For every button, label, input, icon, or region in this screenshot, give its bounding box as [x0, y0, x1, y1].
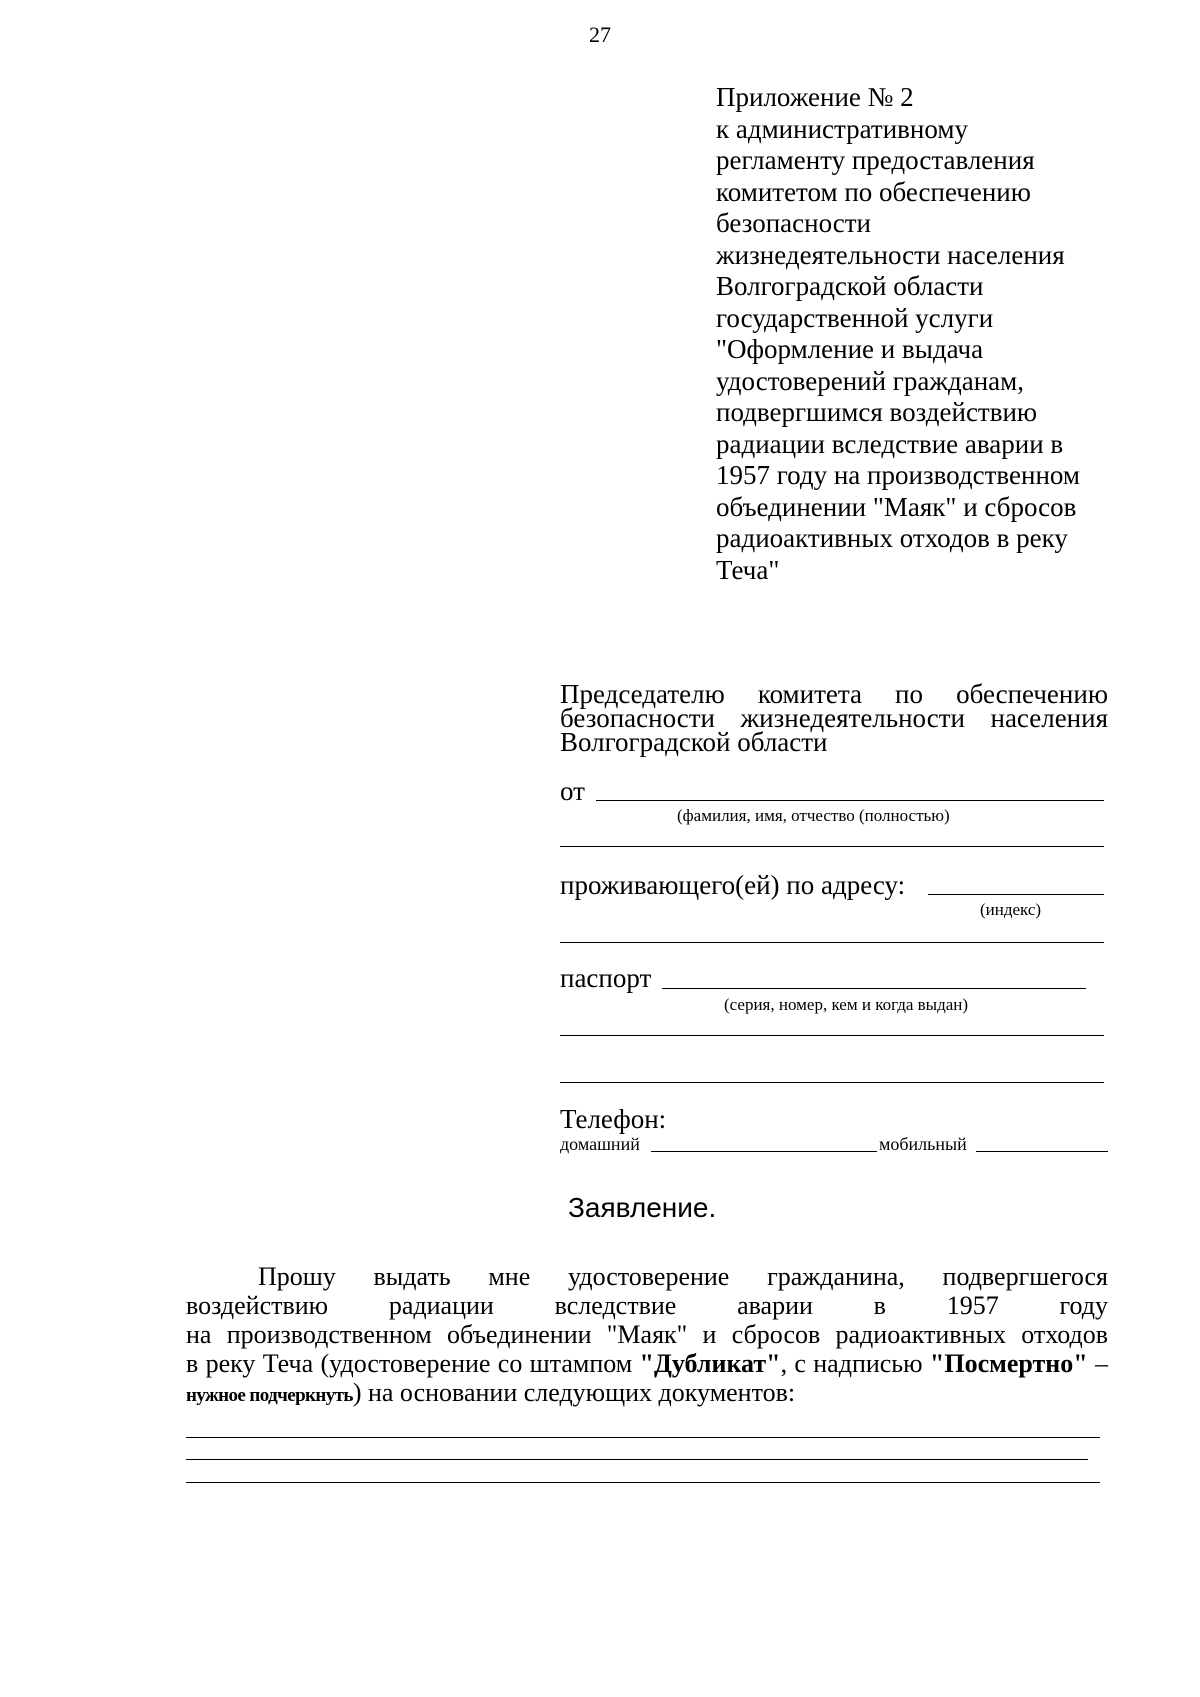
appendix-line: государственной услуги: [716, 302, 994, 333]
statement-text: –: [1087, 1349, 1109, 1378]
passport-caption: (серия, номер, кем и когда выдан): [724, 995, 969, 1014]
appendix-line: 1957 году на производственном: [716, 460, 1080, 490]
passport-field-line3[interactable]: [560, 1082, 1104, 1083]
statement-line: [186, 1378, 1108, 1410]
passport-field-line2[interactable]: [560, 1035, 1104, 1036]
appendix-line: жизнедеятельности населения: [716, 239, 1065, 270]
statement-text: в реку Теча (удостоверение со штампом: [186, 1349, 640, 1378]
appendix-line: подвергшимся воздействию: [716, 397, 1038, 427]
appendix-block: [716, 82, 1176, 586]
phone-mobile-label: мобильный: [879, 1134, 967, 1154]
appendix-line: радиоактивных отходов в реку: [716, 523, 1068, 553]
phone-home-label: домашний: [560, 1134, 640, 1154]
addressee-line: безопасности жизнедеятельности населения: [560, 703, 1108, 733]
from-name-field-line2[interactable]: [560, 846, 1104, 847]
statement-line: [186, 1349, 1108, 1378]
duplicate-stamp-text: "Дубликат": [639, 1349, 781, 1378]
statement-body: [186, 1262, 1108, 1410]
address-index-field[interactable]: [928, 894, 1104, 895]
passport-label: паспорт: [560, 963, 652, 993]
statement-title: Заявление.: [568, 1192, 717, 1223]
appendix-line: Теча": [716, 554, 780, 585]
passport-field[interactable]: [662, 988, 1086, 989]
addressee-line: Председателю комитета по обеспечению: [560, 679, 1108, 709]
appendix-line: Волгоградской области: [716, 271, 984, 301]
address-field-line2[interactable]: [560, 942, 1104, 943]
appendix-line: регламенту предоставления: [716, 145, 1035, 175]
address-caption: (индекс): [980, 900, 1042, 919]
documents-field-line3[interactable]: [186, 1482, 1100, 1483]
addressee-block: [560, 679, 1108, 757]
appendix-line: безопасности: [716, 208, 871, 238]
statement-line: Прошу выдать мне удостоверение гражданина, подвергшегося: [258, 1262, 1108, 1291]
appendix-line: к административному: [716, 113, 968, 144]
appendix-line: комитетом по обеспечению: [716, 176, 1031, 207]
appendix-line: удостоверений гражданам,: [716, 365, 1024, 396]
phone-home-field[interactable]: [651, 1151, 877, 1152]
statement-line: на производственном объединении "Маяк" и сбросов радиоактивных отходов: [186, 1320, 1108, 1349]
appendix-line: радиации вследствие аварии в: [716, 428, 1064, 459]
statement-text: ) на основании следующих документов:: [352, 1378, 796, 1407]
phone-label: Телефон:: [560, 1104, 667, 1134]
underline-note: нужное подчеркнуть: [186, 1385, 353, 1406]
documents-field-line1[interactable]: [186, 1437, 1100, 1438]
statement-line: воздействию радиации вследствие аварии в 1957 году: [186, 1291, 1108, 1320]
addressee-line: Волгоградской области: [560, 727, 828, 757]
documents-field-line2[interactable]: [186, 1459, 1088, 1460]
phone-mobile-field[interactable]: [976, 1151, 1108, 1152]
posthumous-text: "Посмертно": [929, 1349, 1088, 1378]
appendix-line: объединении "Маяк" и сбросов: [716, 491, 1077, 522]
appendix-line: Приложение № 2: [716, 82, 914, 112]
address-label: проживающего(ей) по адресу:: [560, 870, 906, 900]
from-label: от: [560, 776, 585, 806]
from-caption: (фамилия, имя, отчество (полностью): [677, 806, 950, 825]
appendix-line: "Оформление и выдача: [716, 334, 984, 364]
page-number: 27: [589, 22, 611, 47]
from-name-field[interactable]: [596, 800, 1104, 801]
statement-text: , с надписью: [780, 1349, 930, 1378]
